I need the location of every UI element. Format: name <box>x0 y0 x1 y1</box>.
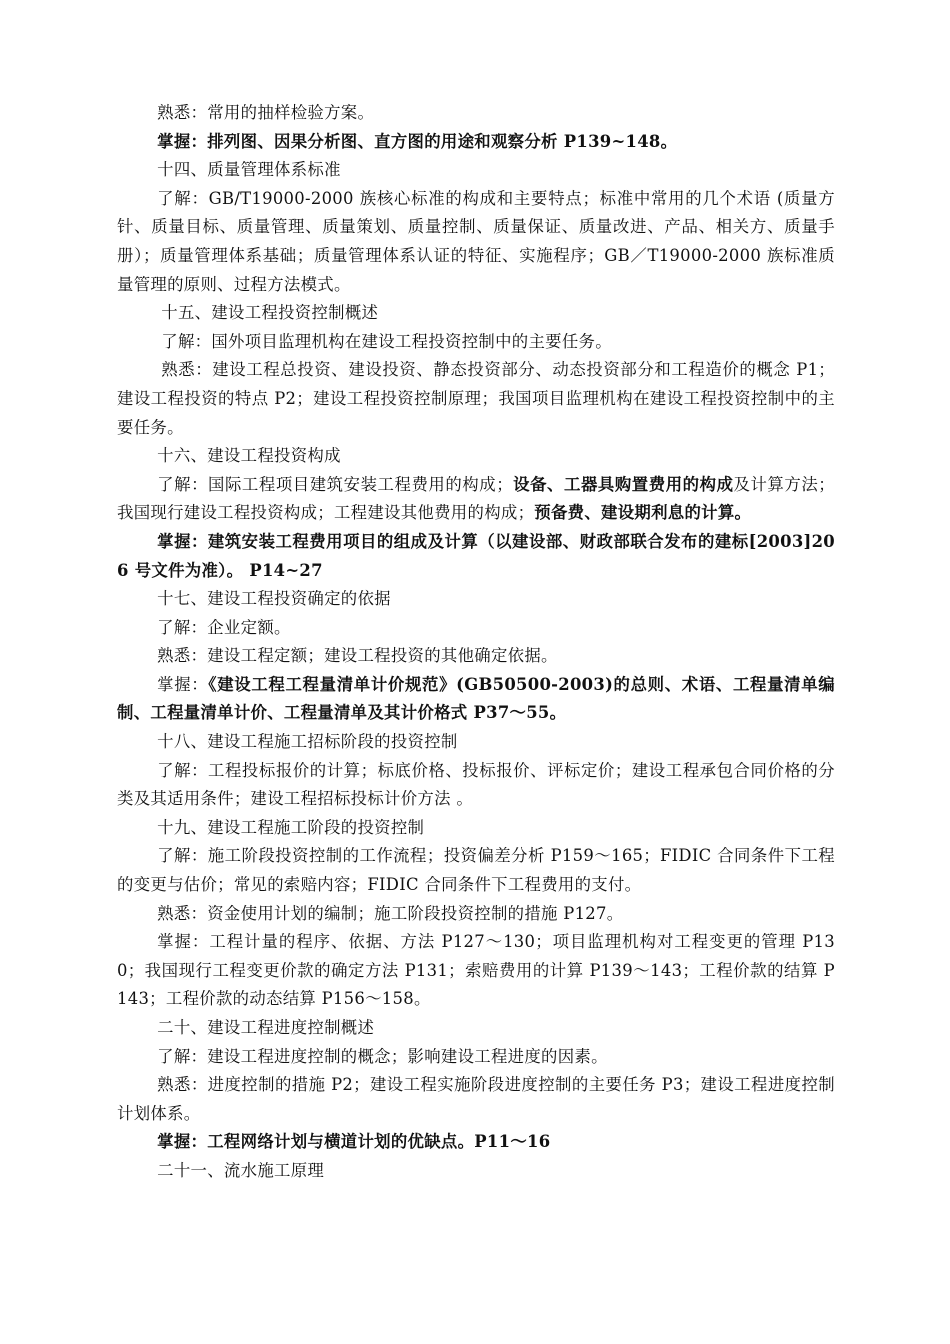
paragraph <box>117 757 835 814</box>
text-segment: 熟悉：建设工程定额；建设工程投资的其他确定依据。 <box>157 646 558 666</box>
bold-text-segment: 掌握：排列图、因果分析图、直方图的用途和观察分析 P139~148。 <box>157 131 678 151</box>
paragraph <box>117 299 835 328</box>
text-segment: 熟悉：常用的抽样检验方案。 <box>157 103 375 122</box>
text-segment: 了解：企业定额。 <box>157 617 291 637</box>
text-segment: 熟悉：建设工程总投资、建设投资、静态投资部分、动态投资部分和工程造价的概念 P1；建设工程投资的特点 P2；建设工程投资控制原理；我国项目监理机构在建设工程投资控制中的主要任务。 <box>117 360 835 437</box>
paragraph <box>117 814 835 843</box>
document-page <box>117 99 835 1186</box>
text-segment: 了解：工程投标报价的计算；标底价格、投标报价、评标定价；建设工程承包合同价格的分类及其适用条件；建设工程招标投标计价方法 。 <box>117 760 835 809</box>
paragraph <box>117 185 835 299</box>
paragraph <box>117 442 835 471</box>
text-segment: 掌握： <box>157 674 209 694</box>
paragraph <box>117 842 835 899</box>
text-segment: 及计算方法；我国现行建设工程投资构成；工程建设其他费用的构成； <box>117 474 835 523</box>
text-segment: 十六、建设工程投资构成 <box>157 446 341 466</box>
text-segment: 掌握：工程计量的程序、依据、方法 P127～130；项目监理机构对工程变更的管理 P130；我国现行工程变更价款的确定方法 P131；索赔费用的计算 P139～143；工程价款的结算 P143；工程价款的动态结算 P156～158。 <box>117 932 835 1009</box>
paragraph <box>117 900 835 929</box>
text-segment: 十五、建设工程投资控制概述 <box>161 303 379 323</box>
text-segment: 十九、建设工程施工阶段的投资控制 <box>157 817 425 837</box>
paragraph <box>117 128 835 157</box>
paragraph <box>117 356 835 442</box>
text-segment: 了解：GB/T19000-2000 族核心标准的构成和主要特点；标准中常用的几个术语 (质量方针、质量目标、质量管理、质量策划、质量控制、质量保证、质量改进、产品、相关方、质量手册）；质量管理体系基础；质量管理体系认证的特征、实施程序；GB／T19000-2000 族标准质量管理的原则、过程方法模式。 <box>117 188 835 294</box>
text-segment: 了解：国际工程项目建筑安装工程费用的构成； <box>157 474 513 494</box>
bold-text-segment: 掌握：建筑安装工程费用项目的组成及计算（以建设部、财政部联合发布的建标[2003]206 号文件为准）。 P14~27 <box>117 531 835 580</box>
paragraph <box>117 928 835 1014</box>
paragraph <box>117 1071 835 1128</box>
paragraph <box>117 614 835 643</box>
bold-text-segment: 《建设工程工程量清单计价规范》(GB50500-2003)的总则、术语、工程量清单编制、工程量清单计价、工程量清单及其计价格式 P37～55。 <box>117 674 835 723</box>
text-segment: 十八、建设工程施工招标阶段的投资控制 <box>157 732 458 752</box>
paragraph <box>117 471 835 528</box>
paragraph <box>117 1128 835 1157</box>
paragraph <box>117 328 835 357</box>
text-segment: 十四、质量管理体系标准 <box>157 160 341 180</box>
paragraph <box>117 728 835 757</box>
paragraph <box>117 528 835 585</box>
paragraph <box>117 1014 835 1043</box>
text-segment: 了解：建设工程进度控制的概念；影响建设工程进度的因素。 <box>157 1046 608 1066</box>
text-segment: 了解：施工阶段投资控制的工作流程；投资偏差分析 P159～165；FIDIC 合同条件下工程的变更与估价；常见的索赔内容；FIDIC 合同条件下工程费用的支付。 <box>117 846 835 895</box>
paragraph <box>117 156 835 185</box>
text-segment: 熟悉：资金使用计划的编制；施工阶段投资控制的措施 P127。 <box>157 903 624 923</box>
bold-text-segment: 掌握：工程网络计划与横道计划的优缺点。P11～16 <box>157 1132 551 1152</box>
paragraph <box>117 99 835 128</box>
paragraph <box>117 1157 835 1186</box>
text-segment: 熟悉：进度控制的措施 P2；建设工程实施阶段进度控制的主要任务 P3；建设工程进度控制计划体系。 <box>117 1075 835 1123</box>
text-segment: 十七、建设工程投资确定的依据 <box>157 589 391 609</box>
text-segment: 二十一、流水施工原理 <box>157 1160 325 1180</box>
paragraph <box>117 1043 835 1072</box>
bold-text-segment: 预备费、建设期利息的计算。 <box>534 503 752 523</box>
text-segment: 二十、建设工程进度控制概述 <box>157 1018 375 1037</box>
bold-text-segment: 设备、工器具购置费用的构成 <box>512 474 734 494</box>
paragraph <box>117 642 835 671</box>
paragraph <box>117 671 835 728</box>
paragraph <box>117 585 835 614</box>
text-segment: 了解：国外项目监理机构在建设工程投资控制中的主要任务。 <box>161 331 612 351</box>
